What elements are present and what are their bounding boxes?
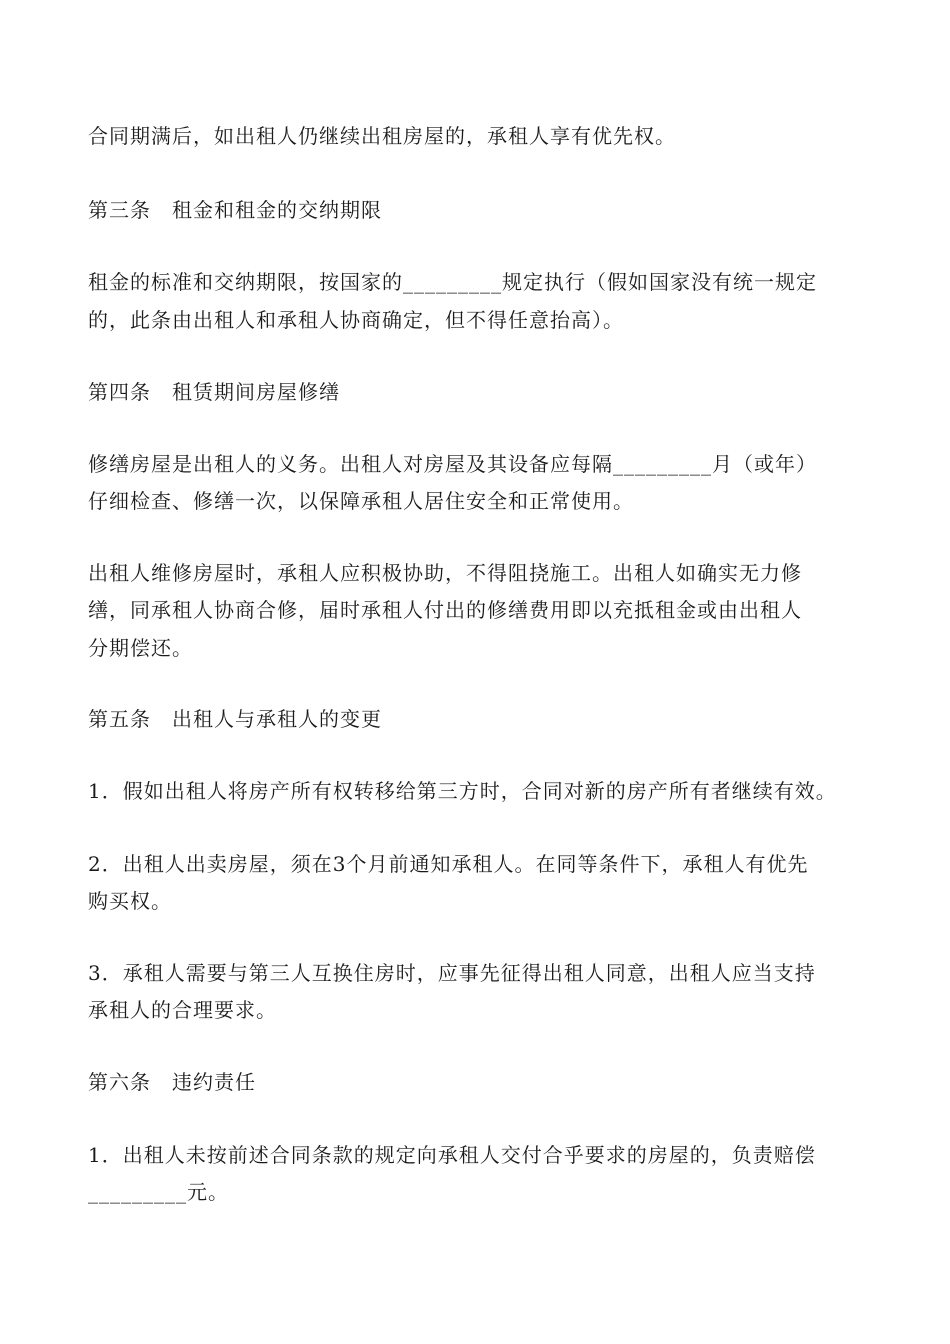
paragraph-line: 1．假如出租人将房产所有权转移给第三方时，合同对新的房产所有者继续有效。 [88, 779, 837, 803]
paragraph-line: 3．承租人需要与第三人互换住房时，应事先征得出租人同意，出租人应当支持 [88, 961, 816, 985]
article-heading: 第四条 租赁期间房屋修缮 [88, 380, 340, 404]
article-heading: 第三条 租金和租金的交纳期限 [88, 198, 382, 222]
paragraph-line: _________元。 [88, 1180, 229, 1204]
paragraph-line: 租金的标准和交纳期限，按国家的_________规定执行（假如国家没有统一规定 [88, 270, 817, 294]
paragraph-line: 2．出租人出卖房屋，须在3个月前通知承租人。在同等条件下，承租人有优先 [88, 852, 809, 876]
paragraph-line: 修缮房屋是出租人的义务。出租人对房屋及其设备应每隔_________月（或年） [88, 452, 817, 476]
article-heading: 第六条 违约责任 [88, 1070, 256, 1094]
article-heading: 第五条 出租人与承租人的变更 [88, 707, 382, 731]
paragraph-line: 的，此条由出租人和承租人协商确定，但不得任意抬高）。 [88, 308, 624, 332]
paragraph-line: 出租人维修房屋时，承租人应积极协助，不得阻挠施工。出租人如确实无力修 [88, 561, 802, 585]
paragraph-line: 缮，同承租人协商合修，届时承租人付出的修缮费用即以充抵租金或由出租人 [88, 598, 802, 622]
paragraph-line: 承租人的合理要求。 [88, 998, 277, 1022]
paragraph-line: 分期偿还。 [88, 636, 193, 660]
paragraph-line: 合同期满后，如出租人仍继续出租房屋的，承租人享有优先权。 [88, 124, 676, 148]
paragraph-line: 购买权。 [88, 889, 172, 913]
paragraph-line: 仔细检查、修缮一次，以保障承租人居住安全和正常使用。 [88, 489, 634, 513]
paragraph-line: 1．出租人未按前述合同条款的规定向承租人交付合乎要求的房屋的，负责赔偿 [88, 1143, 816, 1167]
